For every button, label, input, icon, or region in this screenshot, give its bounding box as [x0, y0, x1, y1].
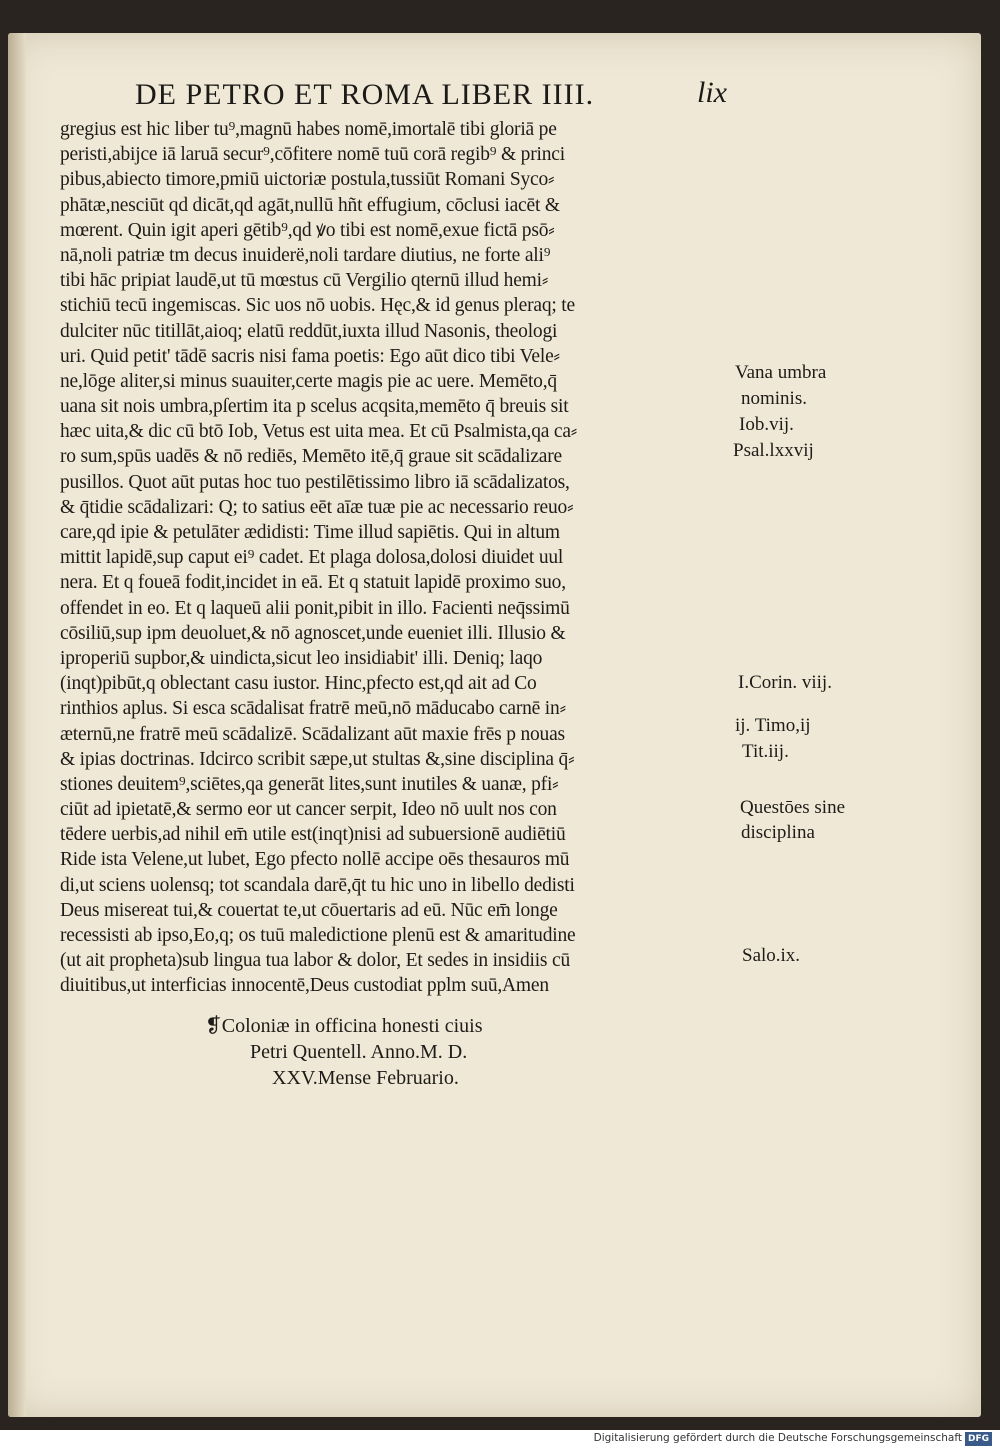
colophon-line: XXV.Mense Februario.: [272, 1067, 459, 1089]
text-line: stiones deuitem⁹,sciētes,qa generāt lites,sunt inutiles & uanæ, pfi⸗: [60, 773, 559, 795]
text-line: mittit lapidē,sup caput ei⁹ cadet. Et plaga dolosa,dolosi diuidet uul: [60, 547, 564, 569]
colophon: [205, 1013, 625, 1091]
colophon-line: ❡Coloniæ in officina honesti ciuis: [205, 1015, 483, 1037]
text-line: cōsiliū,sup ipm deuoluet,& nō agnoscet,unde eueniet illi. Illusio &: [60, 622, 566, 644]
margin-note-iob: Iob.vij.: [739, 414, 794, 435]
margin-note-salo: Salo.ix.: [742, 945, 801, 966]
text-line: pibus,abiecto timore,pmiū uictoriæ postula,tussiūt Romani Syco⸗: [60, 169, 555, 191]
colophon-line: Petri Quentell. Anno.M. D.: [250, 1041, 468, 1063]
running-head: DE PETRO ET ROMA LIBER IIII.: [135, 78, 595, 111]
text-line: uana sit nois umbra,pſertim ita p scelus acqsita,memēto q̄ breuis sit: [60, 396, 569, 418]
page-binding-edge: [8, 33, 26, 1417]
text-line: Deus misereat tui,& couertat te,ut cōuertaris ad eū. Nūc em̄ longe: [60, 899, 558, 921]
text-line: æternū,ne fratrē meū scādalizē. Scādalizant aūt maxie frēs p nouas: [60, 723, 565, 745]
margin-note-psal: Psal.lxxvij: [733, 440, 814, 461]
text-line: nā,noli patriæ tm decus inuiderë,noli tardare diutius, ne forte ali⁹: [60, 244, 551, 266]
margin-note-nominis: nominis.: [741, 388, 807, 409]
text-line: recessisti ab ipso,Eo,q; os tuū maledictione plenū est & amaritudine: [60, 925, 576, 946]
dfg-logo: DFG: [965, 1432, 992, 1446]
text-line: rinthios aplus. Si esca scādalisat fratrē meū,nō māducabo carnē in⸗: [60, 698, 566, 720]
text-line: offendet in eo. Et q laqueū alii ponit,pibit in illo. Facienti neq̄ssimū: [60, 597, 570, 619]
text-line: (ut ait propheta)sub lingua tua labor & dolor, Et sedes in insidiis cū: [60, 950, 570, 972]
margin-note-vana-umbra: Vana umbra: [735, 362, 827, 383]
text-line: diuitibus,ut interficias innocentē,Deus custodiat pplm suū,Amen: [60, 975, 549, 997]
text-line: Ride ista Velene,ut lubet, Ego pfecto nollē accipe oēs thesauros mū: [60, 849, 570, 871]
text-line: stichiū tecū ingemiscas. Sic uos nō uobis. Hęc,& id genus pleraq; te: [60, 295, 575, 317]
text-line: mœrent. Quin igit aperi gētib⁹,qd ꝟo tibi est nomē,exue fictā psō⸗: [60, 219, 555, 241]
text-line: ro sum,spūs uadēs & nō rediēs, Memēto itē,q̄ graue sit scādalizare: [60, 446, 562, 468]
text-line: hæc uita,& dic cū btō Iob, Vetus est uita mea. Et cū Psalmista,qa ca⸗: [60, 421, 578, 443]
text-line: dulciter nūc titillāt,aioq; elatū reddūt,iuxta illud Nasonis, theologi: [60, 320, 558, 342]
text-line: iproperiū supbor,& uindicta,sicut leo insidiabit' illi. Deniq; laqo: [60, 647, 543, 669]
text-line: ne,lōge aliter,si minus suauiter,certe magis pie ac uere. Memēto,q̄: [60, 370, 557, 392]
text-line: tibi hāc pripiat laudē,ut tū mœstus cū Vergilio qternū illud hemi⸗: [60, 270, 549, 292]
text-line: uri. Quid petit' tādē sacris nisi fama poetis: Ego aūt dico tibi Vele⸗: [60, 345, 560, 367]
margin-note-disciplina: disciplina: [741, 822, 815, 843]
text-line: & q̄tidie scādalizari: Q; to satius eēt aīæ tuæ pie ac necessario reuo⸗: [60, 496, 574, 518]
folio-number: lix: [697, 76, 727, 109]
text-line: tēdere uerbis,ad nihil em̄ utile est(inqt)nisi ad subuersionē audiētiū: [60, 824, 566, 846]
text-line: (inqt)pibūt,q oblectant casu iustor. Hinc,pfecto est,qd ait ad Co: [60, 673, 537, 695]
text-line: pusillos. Quot aūt putas hoc tuo pestilētissimo libro iā scādalizatos,: [60, 471, 570, 493]
text-line: care,qd ipie & petulāter ædidisti: Time illud sapiētis. Qui in altum: [60, 522, 560, 543]
body-text: [60, 117, 740, 999]
margin-note-questoes: Questōes sine: [740, 797, 846, 818]
text-line: & ipias doctrinas. Idcirco scribit sæpe,ut stultas &,sine disciplina q̄⸗: [60, 748, 575, 770]
margin-note-timo: ij. Timo,ij: [735, 715, 811, 736]
text-line: gregius est hic liber tu⁹,magnū habes nomē,imortalē tibi gloriā pe: [60, 119, 557, 140]
text-line: phātæ,nesciūt qd dicāt,qd agāt,nullū hñt effugium, cōclusi iacēt &: [60, 194, 560, 216]
margin-note-tit: Tit.iij.: [742, 741, 789, 762]
text-line: nera. Et q foueā fodit,incidet in eā. Et q statuit lapidē proximo suo,: [60, 572, 566, 594]
text-line: ciūt ad ipietatē,& sermo eor ut cancer serpit, Ideo nō uult nos con: [60, 799, 557, 821]
text-line: di,ut sciens uolensq; tot scandala darē,q̄t tu hic uno in libello dedisti: [60, 874, 575, 896]
funding-credit: Digitalisierung gefördert durch die Deutsche Forschungsgemeinschaft: [593, 1432, 962, 1444]
text-line: peristi,abijce iā laruā secur⁹,cōfitere nomē tuū corā regib⁹ & princi: [60, 144, 565, 166]
margin-note-corin: I.Corin. viij.: [738, 672, 832, 693]
